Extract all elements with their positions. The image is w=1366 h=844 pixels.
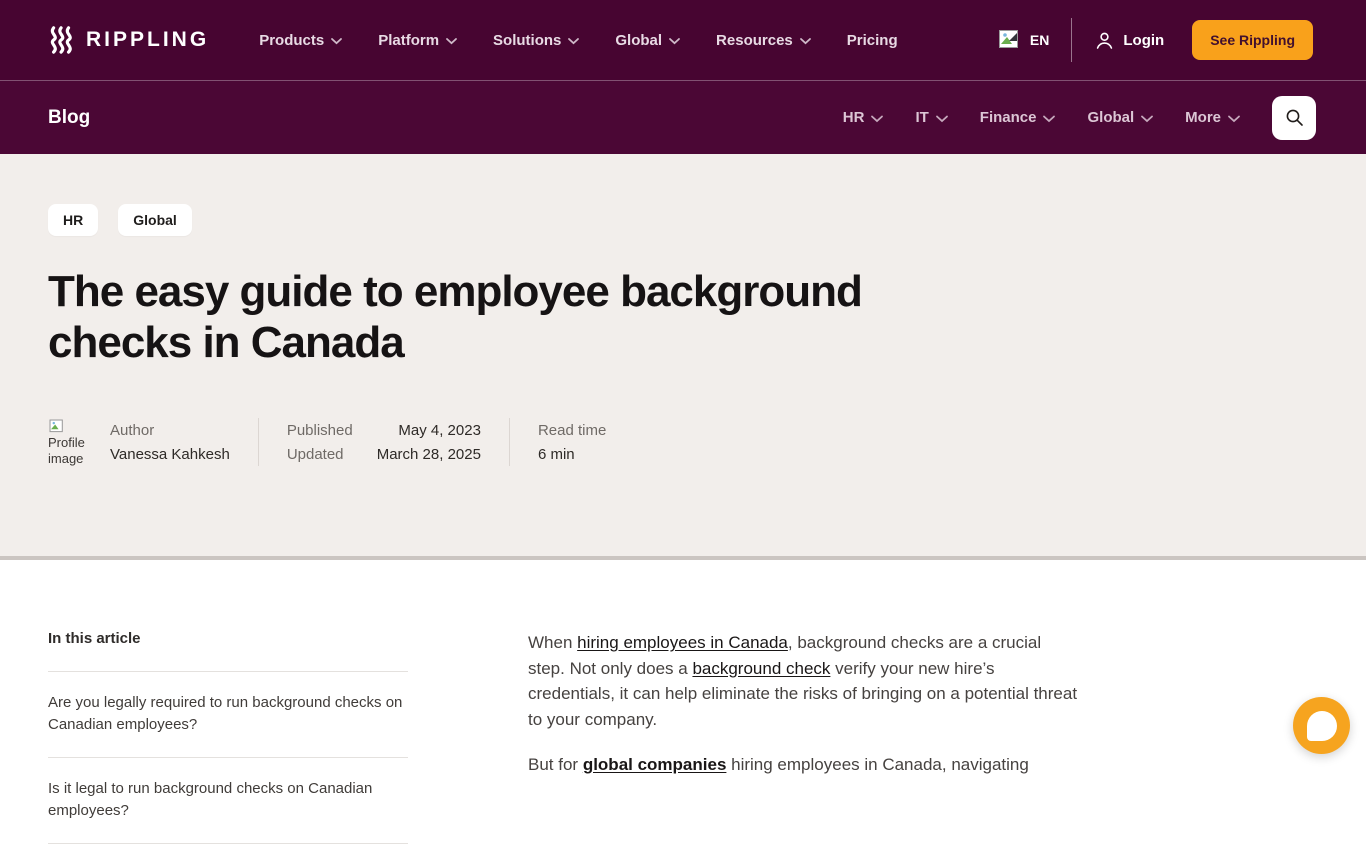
top-nav-links [259, 32, 897, 49]
nav-item-label: Resources [716, 31, 793, 49]
chevron-down-icon [1043, 115, 1055, 123]
article-tags [48, 204, 1318, 236]
article-content [0, 560, 1366, 844]
see-rippling-button[interactable]: See Rippling [1192, 20, 1313, 60]
link-global-companies[interactable]: global companies [582, 755, 727, 774]
nav-item-label: Global [615, 31, 663, 49]
tag-hr[interactable]: HR [48, 204, 98, 236]
user-icon [1094, 30, 1115, 51]
toc-heading: In this article [48, 630, 408, 672]
article-header [0, 154, 1366, 556]
read-time-label: Read time [537, 421, 607, 439]
meta-divider [258, 418, 259, 466]
nav-item-platform[interactable] [378, 32, 457, 49]
table-of-contents [48, 630, 408, 844]
published-label: Published [286, 421, 353, 439]
blog-nav-links [843, 96, 1316, 140]
nav-item-solutions[interactable] [493, 32, 579, 49]
blog-nav-label: IT [915, 109, 929, 126]
meta-divider [509, 418, 510, 466]
nav-item-pricing[interactable] [847, 32, 898, 49]
blog-home-link[interactable]: Blog [48, 106, 91, 128]
chevron-down-icon [446, 38, 457, 45]
read-time-value: 6 min [537, 445, 575, 463]
chevron-down-icon [1141, 115, 1153, 123]
chevron-down-icon [800, 38, 811, 45]
blog-nav [0, 80, 1366, 154]
article-title: The easy guide to employee background checks in Canada [48, 267, 862, 367]
nav-item-label: Platform [378, 31, 440, 49]
chevron-down-icon [871, 115, 883, 123]
body-text: But for [528, 755, 583, 774]
chat-widget-button[interactable] [1293, 697, 1350, 754]
updated-date: March 28, 2025 [376, 445, 481, 463]
top-nav [0, 0, 1366, 80]
author-name: Vanessa Kahkesh [110, 445, 230, 463]
nav-item-label: Pricing [846, 31, 898, 49]
nav-item-label: Solutions [493, 31, 562, 49]
nav-item-label: Products [259, 31, 325, 49]
link-hiring-employees-in-canada[interactable]: hiring employees in Canada [577, 633, 788, 652]
login-label: Login [1123, 31, 1165, 49]
language-selector[interactable] [997, 29, 1049, 51]
chevron-down-icon [568, 38, 579, 45]
blog-nav-item-finance[interactable] [980, 109, 1056, 126]
updated-label: Updated [286, 445, 344, 463]
toc-item[interactable]: Is it legal to run background checks on Canadian employees? [48, 758, 408, 844]
body-text: verify your new hire’s credentials, it can help eliminate the risks of bringing on a potential threat to your company. [528, 658, 1078, 729]
nav-item-products[interactable] [259, 32, 342, 49]
top-nav-right [997, 18, 1313, 62]
body-text: , background checks are a crucial step. Not only does a [528, 633, 1042, 678]
search-icon [1285, 108, 1304, 127]
article-meta [48, 418, 1318, 466]
search-button[interactable] [1272, 96, 1316, 140]
nav-divider [1071, 18, 1072, 62]
chevron-down-icon [331, 38, 342, 45]
language-label: EN [1029, 32, 1050, 48]
nav-item-global[interactable] [615, 32, 680, 49]
chevron-down-icon [1228, 115, 1240, 123]
author-avatar-broken-image [48, 419, 96, 465]
author-block [110, 422, 230, 463]
chat-bubble-icon [1307, 711, 1337, 741]
rippling-logo-icon [48, 25, 76, 55]
link-background-check[interactable]: background check [692, 658, 831, 678]
broken-image-icon [48, 419, 65, 434]
rippling-logo[interactable] [48, 25, 209, 55]
body-text: hiring employees in Canada, navigating [726, 755, 1029, 774]
paragraph [528, 630, 1080, 732]
chevron-down-icon [669, 38, 680, 45]
chevron-down-icon [936, 115, 948, 123]
published-date: May 4, 2023 [398, 421, 481, 439]
paragraph [528, 752, 1080, 778]
broken-flag-image-icon [997, 29, 1021, 51]
body-text: When [528, 633, 578, 652]
blog-nav-item-global[interactable] [1087, 109, 1153, 126]
login-button[interactable] [1094, 30, 1164, 51]
read-time-block [538, 422, 606, 463]
blog-nav-label: HR [842, 109, 865, 126]
tag-global[interactable]: Global [118, 204, 192, 236]
blog-nav-item-more[interactable] [1185, 109, 1240, 126]
blog-nav-item-it[interactable] [915, 109, 947, 126]
blog-nav-label: More [1185, 109, 1221, 126]
blog-nav-label: Global [1087, 109, 1135, 126]
avatar-alt-text: Profile image [48, 435, 85, 466]
rippling-logo-text: RIPPLING [86, 28, 210, 51]
toc-item[interactable]: Are you legally required to run background checks on Canadian employees? [48, 672, 408, 758]
blog-nav-label: Finance [979, 109, 1037, 126]
blog-nav-item-hr[interactable] [843, 109, 884, 126]
dates-block [287, 422, 481, 463]
nav-item-resources[interactable] [716, 32, 811, 49]
author-label: Author [110, 421, 155, 439]
article-body [528, 630, 1080, 844]
